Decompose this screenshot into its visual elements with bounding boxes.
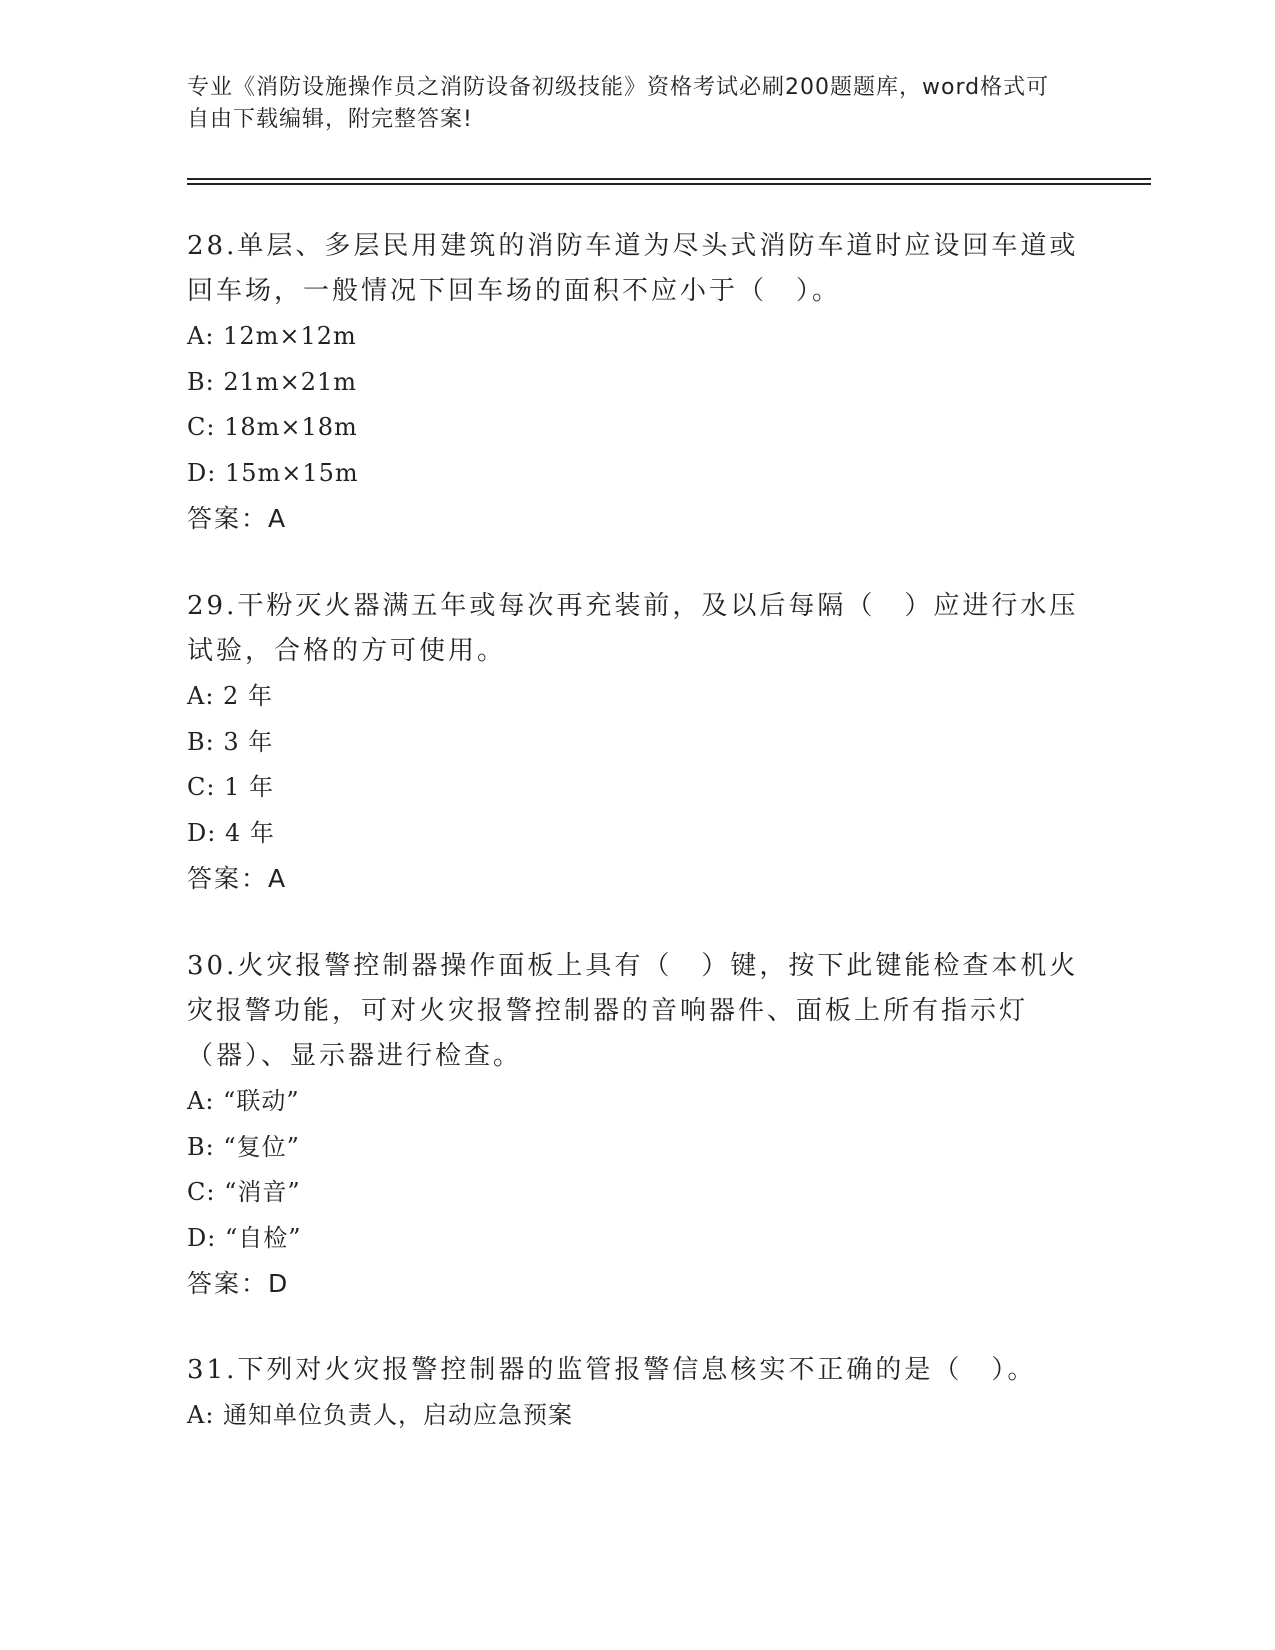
question-stem: 31.下列对火灾报警控制器的监管报警信息核实不正确的是（ ）。 (187, 1355, 1037, 1385)
question-28 (187, 224, 1087, 542)
option-a: A: “联动” (187, 1087, 300, 1115)
option-d: D: “自检” (187, 1223, 302, 1252)
question-stem: 29.干粉灭火器满五年或每次再充装前，及以后每隔（ ）应进行水压试验，合格的方可使用。 (187, 591, 1079, 666)
option-b: B: “复位” (187, 1132, 300, 1161)
question-29 (187, 584, 1087, 902)
question-31 (187, 1348, 1087, 1439)
answer-line: 答案：A (187, 864, 288, 893)
answer-line: 答案：A (187, 504, 288, 533)
question-stem: 30.火灾报警控制器操作面板上具有（ ）键，按下此键能检查本机火灾报警功能，可对火灾报警控制器的音响器件、面板上所有指示灯（器）、显示器进行检查。 (187, 951, 1079, 1071)
option-c: C: 18m×18m (187, 413, 358, 441)
option-c: C: “消音” (187, 1178, 301, 1206)
question-stem: 28.单层、多层民用建筑的消防车道为尽头式消防车道时应设回车道或回车场，一般情况下回车场的面积不应小于（ ）。 (187, 231, 1079, 306)
document-intro: 专业《消防设施操作员之消防设备初级技能》资格考试必刷200题题库，word格式可自由下载编辑，附完整答案! (187, 75, 1050, 132)
option-c: C: 1 年 (187, 773, 274, 801)
answer-line: 答案：D (187, 1269, 290, 1298)
option-b: B: 21m×21m (187, 367, 358, 396)
option-d: D: 4 年 (187, 818, 275, 847)
question-30 (187, 944, 1087, 1307)
option-a: A: 通知单位负责人，启动应急预案 (187, 1401, 574, 1429)
option-a: A: 12m×12m (187, 322, 357, 350)
option-b: B: 3 年 (187, 727, 274, 756)
header-divider-bottom (187, 183, 1151, 185)
option-a: A: 2 年 (187, 682, 273, 710)
header-divider-top (187, 178, 1151, 180)
option-d: D: 15m×15m (187, 458, 359, 487)
